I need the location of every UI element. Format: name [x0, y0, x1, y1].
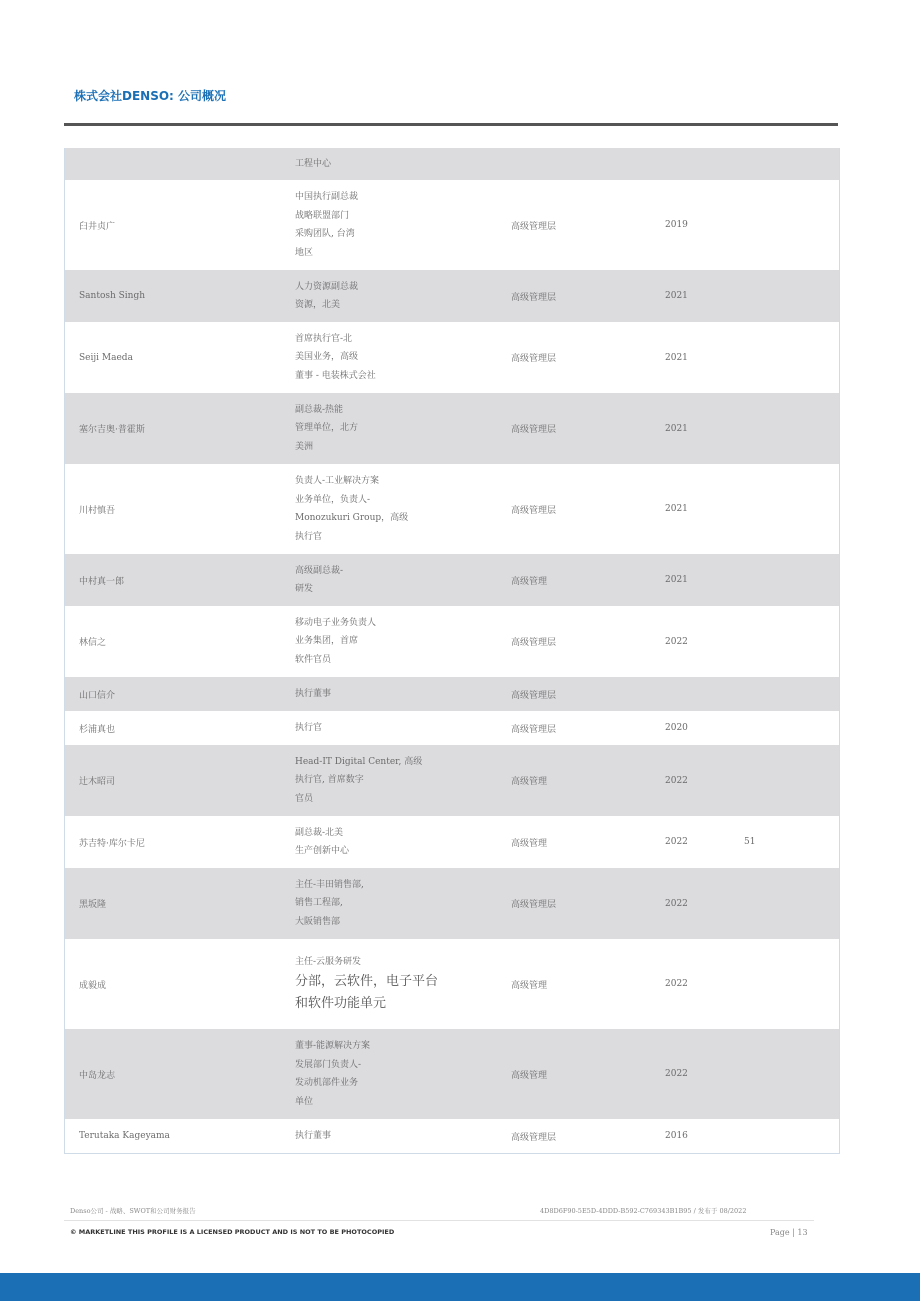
page-title: 株式会社DENSO: 公司概况	[74, 89, 227, 103]
executive-title-line: 董事 - 电装株式会社	[295, 370, 376, 381]
executive-since-year: 2022	[665, 837, 688, 847]
executive-title-line: 工程中心	[295, 158, 332, 169]
executive-title	[281, 155, 497, 174]
executive-title	[281, 278, 497, 315]
executive-since-year: 2021	[665, 504, 688, 514]
executive-since-year: 2022	[665, 898, 688, 909]
executive-level: 高级管理层	[511, 724, 557, 735]
executive-title-line: 生产创新中心	[295, 846, 350, 856]
executive-title-line: 业务集团，首席	[295, 636, 359, 647]
executive-title-line: 副总裁-热能	[295, 404, 344, 415]
executive-since-year: 2022	[665, 636, 688, 647]
executive-title-line: 董事-能源解决方案	[295, 1041, 371, 1051]
executive-since-year: 2019	[665, 220, 688, 230]
executive-title-line: 软件官员	[295, 654, 332, 665]
executive-level: 高级管理层	[511, 221, 557, 232]
executive-title	[281, 188, 497, 262]
executive-title-line: 执行官	[295, 531, 323, 542]
executive-title-line: 战略联盟部门	[295, 210, 350, 221]
executive-title	[281, 1127, 497, 1146]
executive-title-line: Head-IT Digital Center, 高级	[295, 756, 423, 767]
executive-level: 高级管理	[511, 980, 548, 991]
executive-title-line: 主任-丰田销售部,	[295, 879, 364, 890]
table-row	[65, 711, 839, 745]
executive-title	[281, 1037, 497, 1111]
executive-age: 51	[744, 837, 756, 847]
executive-level: 高级管理层	[511, 292, 557, 303]
table-row	[65, 393, 839, 464]
table-row	[65, 868, 839, 939]
table-row	[65, 180, 839, 270]
executive-title-line: 单位	[295, 1096, 314, 1107]
table-row	[65, 816, 839, 868]
executive-title-line: 美洲	[295, 441, 314, 452]
executive-title-line: 执行官, 首席数字	[295, 775, 364, 786]
executive-title-line: 研发	[295, 584, 314, 594]
executive-title-line: 副总裁-北美	[295, 827, 344, 838]
table-row	[65, 464, 839, 554]
executive-title-line: 移动电子业务负责人	[295, 617, 377, 628]
executive-title	[281, 401, 497, 457]
executive-name: 川村慎吾	[79, 505, 116, 516]
executive-level: 高级管理层	[511, 690, 557, 701]
executive-title	[281, 876, 497, 932]
executive-name: 林信之	[79, 638, 107, 648]
executive-since-year: 2021	[665, 575, 688, 585]
executive-name: 塞尔吉奥·普霍斯	[79, 425, 145, 435]
executive-title	[281, 753, 497, 809]
executive-name: 苏吉特·库尔卡尼	[79, 838, 145, 849]
executive-level: 高级管理层	[511, 425, 557, 435]
executive-title-line: 地区	[295, 247, 314, 258]
executive-level: 高级管理层	[511, 505, 557, 516]
executive-title-line: 高级副总裁-	[295, 565, 344, 576]
table-row	[65, 939, 839, 1029]
executive-title-line: 首席执行官-北	[295, 333, 353, 344]
table-row	[65, 270, 839, 322]
executive-title-line: 官员	[295, 793, 314, 804]
executive-since-year: 2020	[665, 723, 688, 733]
executive-name: 中村真一郎	[79, 576, 125, 587]
executive-title-line: 分部，云软件，电子平台	[295, 974, 439, 990]
executive-name: 山口信介	[79, 690, 116, 701]
executive-name: Santosh Singh	[79, 291, 146, 301]
executive-title	[281, 330, 497, 386]
table-row	[65, 148, 839, 180]
executive-name: 辻木昭司	[79, 777, 116, 787]
executive-title	[281, 824, 497, 861]
executive-since-year: 2022	[665, 979, 688, 989]
executive-level: 高级管理	[511, 576, 548, 587]
executive-title	[281, 719, 497, 738]
footer-divider	[64, 1220, 814, 1221]
executive-name: Seiji Maeda	[79, 352, 133, 363]
executive-title	[281, 562, 497, 599]
executive-level: 高级管理层	[511, 1132, 557, 1143]
executive-since-year: 2022	[665, 1069, 688, 1079]
executive-title-line: 主任-云服务研发	[295, 956, 362, 967]
executive-table	[64, 148, 840, 1154]
footer-report-title: Denso公司 - 战略、SWOT和公司财务报告	[70, 1207, 196, 1215]
executive-since-year: 2021	[665, 291, 688, 301]
executive-name: 杉浦真也	[79, 724, 116, 735]
executive-since-year: 2016	[665, 1131, 688, 1141]
table-row	[65, 1029, 839, 1119]
executive-title-line: 业务单位，负责人-	[295, 494, 371, 505]
executive-title	[281, 472, 497, 546]
header-divider	[64, 123, 838, 126]
executive-title-line: 和软件功能单元	[295, 996, 387, 1012]
executive-title-line: 负责人-工业解决方案	[295, 476, 380, 486]
executive-title-line: 执行董事	[295, 1130, 332, 1141]
executive-since-year: 2021	[665, 352, 688, 363]
executive-name: 中岛龙志	[79, 1070, 116, 1081]
executive-title-line: 发展部门负责人-	[295, 1059, 362, 1070]
executive-title-line: 中国执行副总裁	[295, 192, 359, 202]
executive-title-line: 资源，北美	[295, 300, 341, 310]
table-row	[65, 677, 839, 711]
executive-level: 高级管理	[511, 838, 548, 849]
executive-title-line: 大阪销售部	[295, 916, 341, 927]
executive-title	[281, 614, 497, 670]
footer-copyright: © MARKETLINE THIS PROFILE IS A LICENSED PRODUCT AND IS NOT TO BE PHOTOCOPIED	[70, 1228, 395, 1236]
page-number: Page | 13	[770, 1228, 808, 1237]
executive-title-line: 执行官	[295, 722, 323, 733]
executive-title	[281, 685, 497, 704]
executive-since-year: 2021	[665, 423, 688, 434]
executive-level: 高级管理层	[511, 354, 557, 364]
executive-since-year: 2022	[665, 775, 688, 786]
executive-title-line: 执行董事	[295, 688, 332, 699]
executive-name: 黑坂隆	[79, 900, 107, 910]
executive-level: 高级管理层	[511, 638, 557, 648]
executive-title	[281, 953, 497, 1016]
executive-title-line: 美国业务，高级	[295, 352, 359, 363]
table-row	[65, 554, 839, 606]
executive-name: 成毅成	[79, 980, 107, 991]
table-row	[65, 745, 839, 816]
footer-document-id: 4D8D6F90-5E5D-4DDD-B592-C769343B1B95 / 发布于 08/2022	[540, 1207, 747, 1215]
executive-title-line: Monozukuri Group，高级	[295, 513, 409, 523]
executive-title-line: 销售工程部,	[295, 898, 343, 909]
executive-level: 高级管理	[511, 1070, 548, 1081]
table-row	[65, 606, 839, 677]
bottom-brand-bar	[0, 1273, 920, 1301]
executive-title-line: 采购团队, 台湾	[295, 229, 355, 239]
table-row	[65, 1119, 839, 1153]
executive-title-line: 人力资源副总裁	[295, 281, 359, 292]
executive-level: 高级管理层	[511, 900, 557, 910]
executive-level: 高级管理	[511, 777, 548, 787]
executive-title-line: 管理单位，北方	[295, 423, 359, 434]
executive-title-line: 发动机部件业务	[295, 1078, 359, 1088]
executive-name: 臼井贞广	[79, 221, 116, 232]
table-row	[65, 322, 839, 393]
executive-name: Terutaka Kageyama	[79, 1131, 170, 1141]
